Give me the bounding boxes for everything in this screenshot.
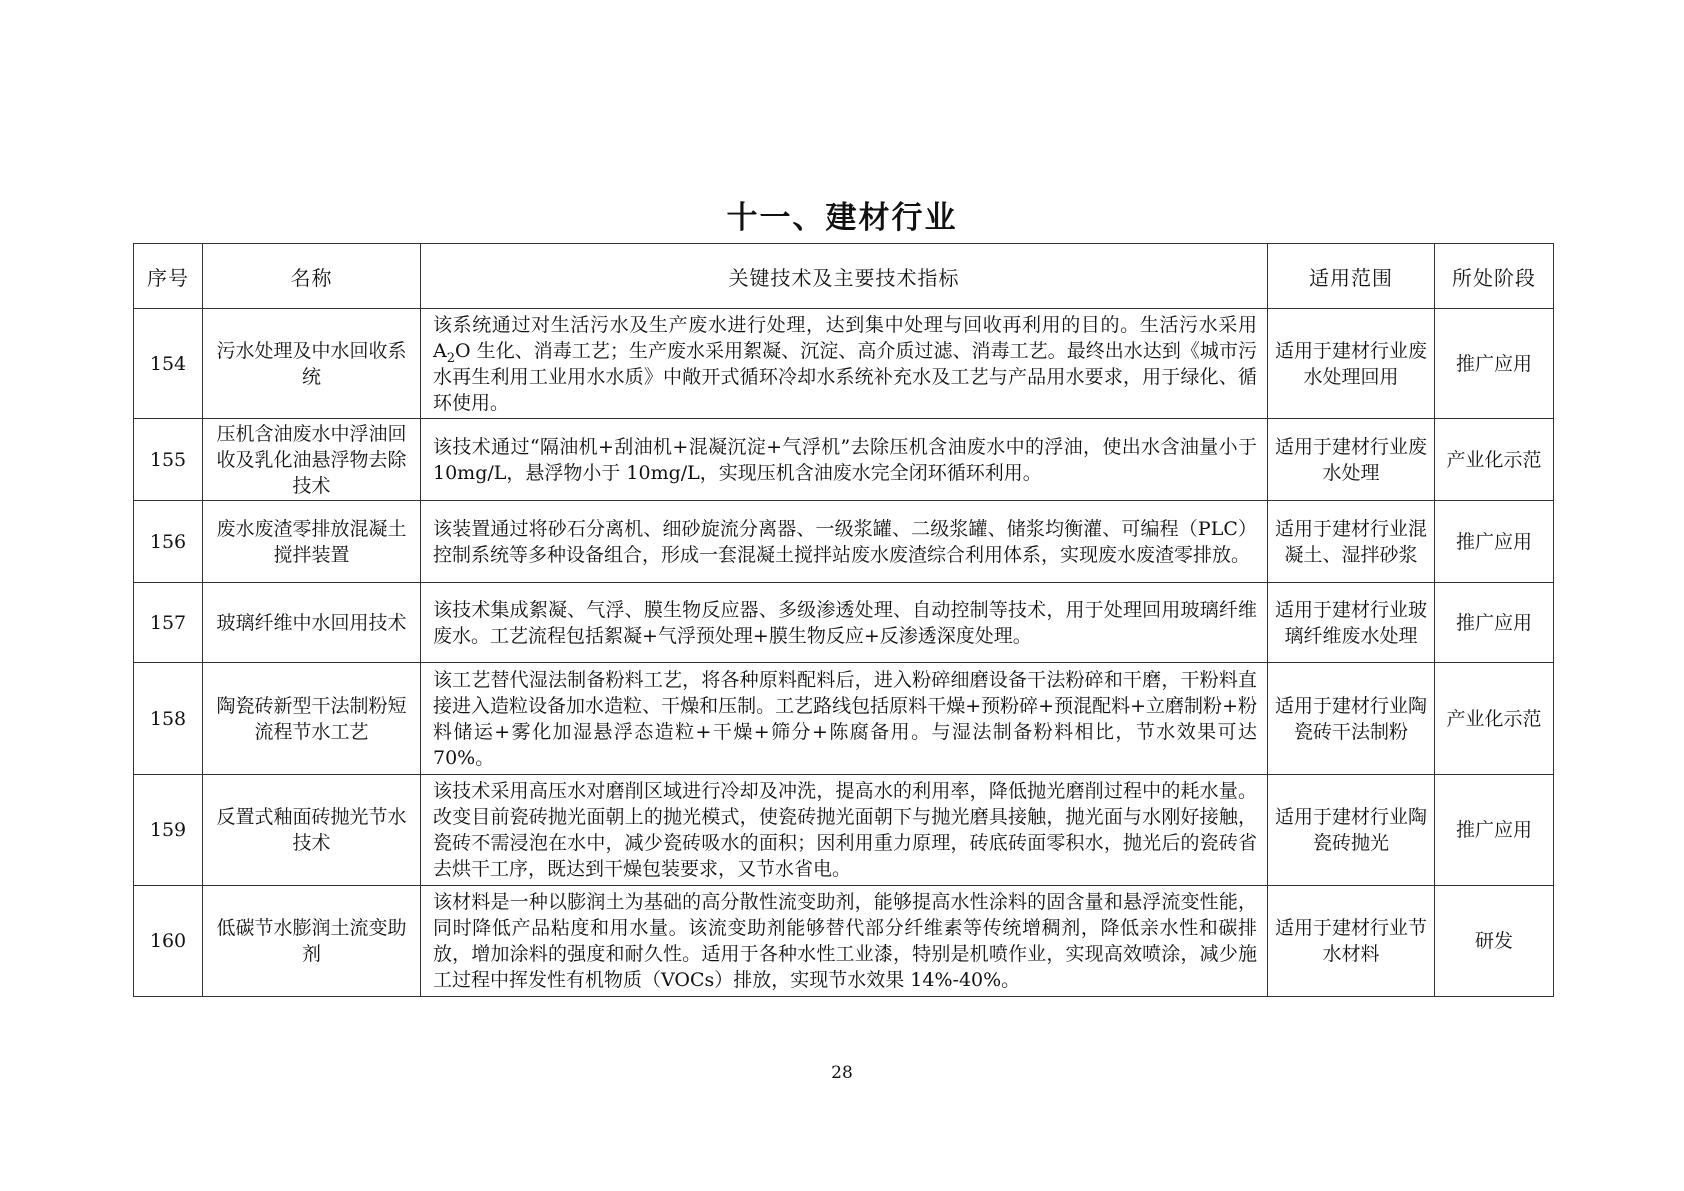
row-name: 反置式釉面砖抛光节水技术 <box>203 775 421 886</box>
row-desc-part: 该系统通过对生活污水及生产废水进行处理，达到集中处理与回收再利用的目的。生活污水采用 A <box>433 313 1257 362</box>
row-no: 155 <box>134 419 203 501</box>
row-name: 污水处理及中水回收系统 <box>203 309 421 419</box>
page-number: 28 <box>831 1063 853 1083</box>
row-desc: 该材料是一种以膨润土为基础的高分散性流变助剂，能够提高水性涂料的固含量和悬浮流变性能，同时降低产品粘度和用水量。该流变助剂能够替代部分纤维素等传统增稠剂，降低亲水性和碳排放，增加涂料的强度和耐久性。适用于各种水性工业漆，特别是机喷作业，实现高效喷涂，减少施工过程中挥发性有机物质（VOCs）排放，实现节水效果 14%-40%。 <box>421 886 1268 997</box>
row-scope: 适用于建材行业陶瓷砖抛光 <box>1268 775 1435 886</box>
row-scope: 适用于建材行业玻璃纤维废水处理 <box>1268 583 1435 663</box>
technology-table <box>133 243 1554 997</box>
row-stage: 产业化示范 <box>1435 663 1554 775</box>
row-name: 陶瓷砖新型干法制粉短流程节水工艺 <box>203 663 421 775</box>
table-row <box>134 501 1554 583</box>
row-name: 低碳节水膨润土流变助剂 <box>203 886 421 997</box>
row-desc-part: O 生化、消毒工艺；生产废水采用絮凝、沉淀、高介质过滤、消毒工艺。最终出水达到《城市污水再生利用工业用水水质》中敞开式循环冷却水系统补充水及工艺与产品用水要求，用于绿化、循环使用。 <box>433 339 1257 414</box>
header-name: 名称 <box>203 244 421 309</box>
row-no: 160 <box>134 886 203 997</box>
row-desc: 该技术采用高压水对磨削区域进行冷却及冲洗，提高水的利用率，降低抛光磨削过程中的耗水量。改变目前瓷砖抛光面朝上的抛光模式，使瓷砖抛光面朝下与抛光磨具接触，抛光面与水刚好接触，瓷砖不需浸泡在水中，减少瓷砖吸水的面积；因利用重力原理，砖底砖面零积水，抛光后的瓷砖省去烘干工序，既达到干燥包装要求，又节水省电。 <box>421 775 1268 886</box>
row-no: 156 <box>134 501 203 583</box>
table-row <box>134 886 1554 997</box>
row-scope: 适用于建材行业废水处理 <box>1268 419 1435 501</box>
table-row <box>134 583 1554 663</box>
table-row <box>134 775 1554 886</box>
row-stage: 研发 <box>1435 886 1554 997</box>
row-name: 压机含油废水中浮油回收及乳化油悬浮物去除技术 <box>203 419 421 501</box>
row-no: 159 <box>134 775 203 886</box>
header-stage: 所处阶段 <box>1435 244 1554 309</box>
row-name: 玻璃纤维中水回用技术 <box>203 583 421 663</box>
row-desc: 该技术集成絮凝、气浮、膜生物反应器、多级渗透处理、自动控制等技术，用于处理回用玻璃纤维废水。工艺流程包括絮凝+气浮预处理+膜生物反应+反渗透深度处理。 <box>421 583 1268 663</box>
table-row <box>134 309 1554 419</box>
row-desc: 该装置通过将砂石分离机、细砂旋流分离器、一级浆罐、二级浆罐、储浆均衡灌、可编程（PLC）控制系统等多种设备组合，形成一套混凝土搅拌站废水废渣综合利用体系，实现废水废渣零排放。 <box>421 501 1268 583</box>
table-row <box>134 419 1554 501</box>
row-scope: 适用于建材行业陶瓷砖干法制粉 <box>1268 663 1435 775</box>
row-no: 154 <box>134 309 203 419</box>
row-desc-subscript: 2 <box>446 350 456 366</box>
row-desc: 该工艺替代湿法制备粉料工艺，将各种原料配料后，进入粉碎细磨设备干法粉碎和干磨，干粉料直接进入造粒设备加水造粒、干燥和压制。工艺路线包括原料干燥+预粉碎+预混配料+立磨制粉+粉料储运+雾化加湿悬浮态造粒+干燥+筛分+陈腐备用。与湿法制备粉料相比，节水效果可达 70%。 <box>421 663 1268 775</box>
row-stage: 推广应用 <box>1435 309 1554 419</box>
page-title: 十一、建材行业 <box>726 200 958 236</box>
row-scope: 适用于建材行业混凝土、湿拌砂浆 <box>1268 501 1435 583</box>
row-stage: 推广应用 <box>1435 583 1554 663</box>
header-desc: 关键技术及主要技术指标 <box>421 244 1268 309</box>
row-scope: 适用于建材行业废水处理回用 <box>1268 309 1435 419</box>
row-name: 废水废渣零排放混凝土搅拌装置 <box>203 501 421 583</box>
table-row <box>134 663 1554 775</box>
row-stage: 推广应用 <box>1435 501 1554 583</box>
row-desc <box>421 309 1268 419</box>
row-no: 157 <box>134 583 203 663</box>
header-scope: 适用范围 <box>1268 244 1435 309</box>
row-stage: 推广应用 <box>1435 775 1554 886</box>
table-header-row <box>134 244 1554 309</box>
row-no: 158 <box>134 663 203 775</box>
row-stage: 产业化示范 <box>1435 419 1554 501</box>
row-scope: 适用于建材行业节水材料 <box>1268 886 1435 997</box>
header-no: 序号 <box>134 244 203 309</box>
row-desc: 该技术通过“隔油机+刮油机+混凝沉淀+气浮机”去除压机含油废水中的浮油，使出水含油量小于 10mg/L，悬浮物小于 10mg/L，实现压机含油废水完全闭环循环利用。 <box>421 419 1268 501</box>
